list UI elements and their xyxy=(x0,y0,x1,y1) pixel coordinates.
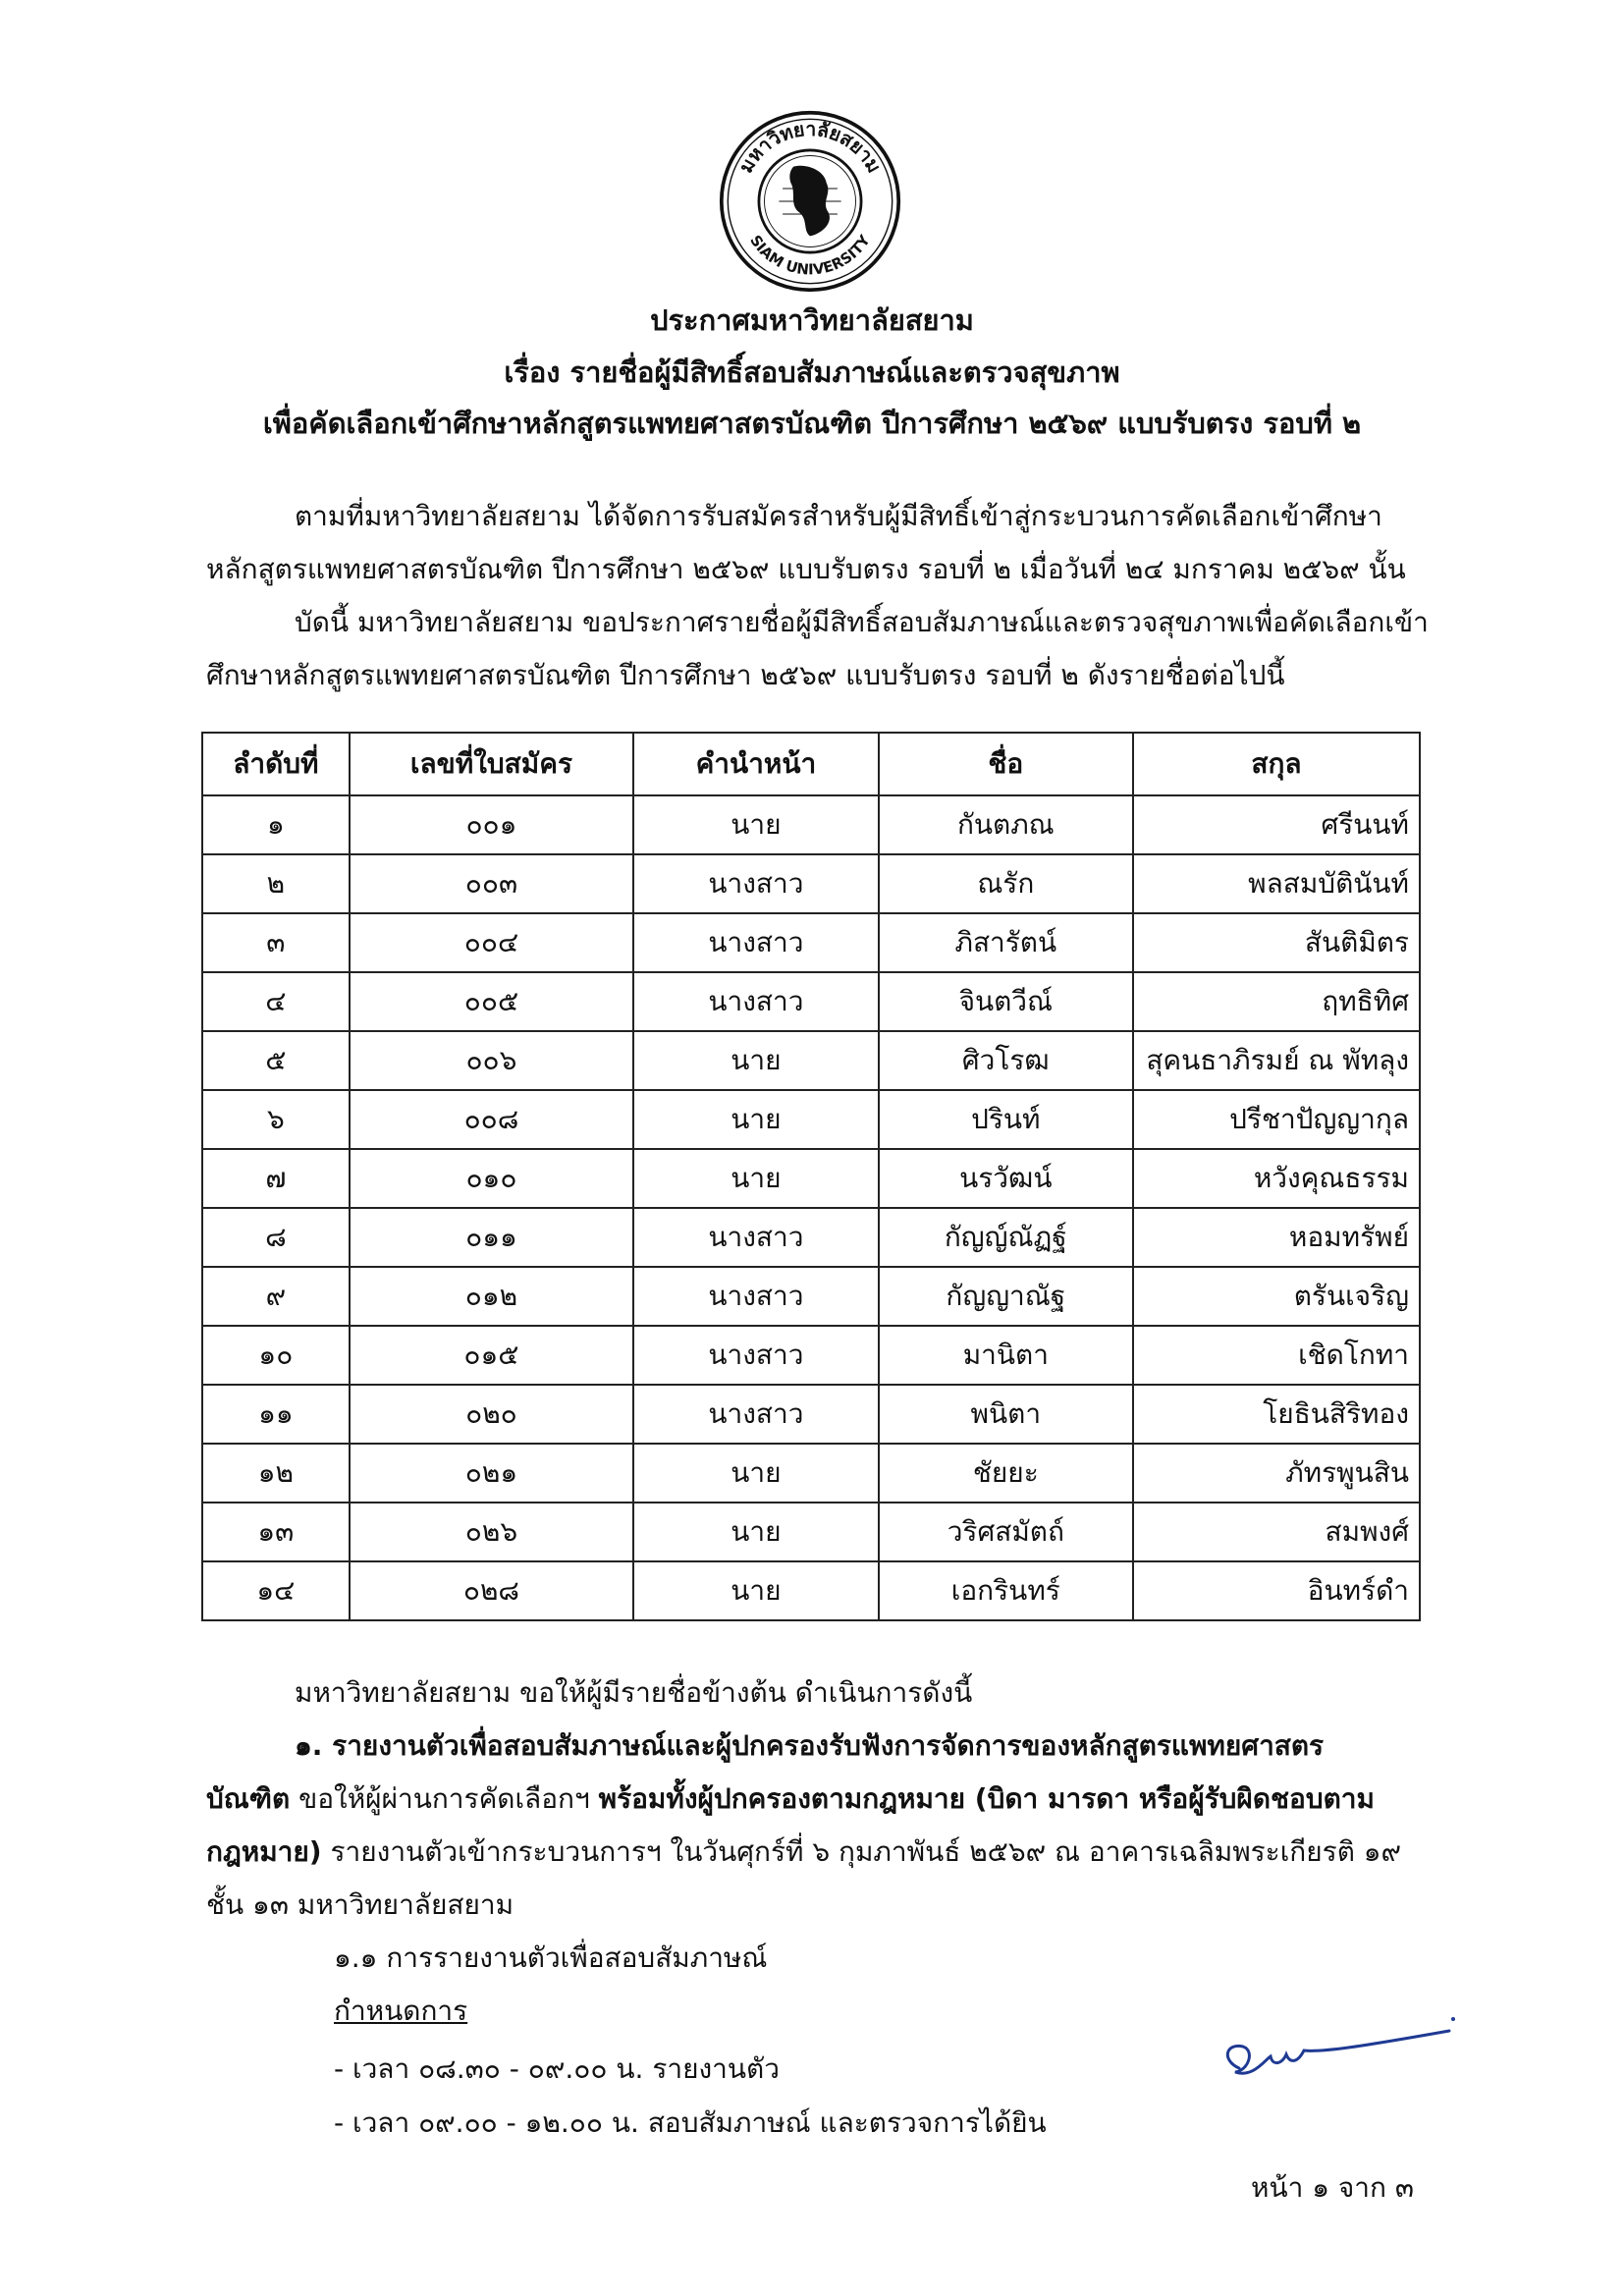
cell-order: ๑๔ xyxy=(202,1561,350,1620)
schedule-item-1: - เวลา ๐๘.๓๐ - ๐๙.๐๐ น. รายงานตัว xyxy=(334,2052,780,2085)
cell-title: นางสาว xyxy=(633,854,878,913)
table-row xyxy=(202,795,1420,854)
intro-paragraph-1-line-1: ตามที่มหาวิทยาลัยสยาม ได้จัดการรับสมัครสำหรับผู้มีสิทธิ์เข้าสู่กระบวนการคัดเลือกเข้าศึกษา xyxy=(295,500,1382,532)
cell-first-name: พนิตา xyxy=(879,1385,1133,1444)
cell-title: นาย xyxy=(633,1149,878,1208)
cell-surname: อินทร์ดำ xyxy=(1133,1561,1420,1620)
cell-first-name: กัญญ์ณัฏฐ์ xyxy=(879,1208,1133,1267)
cell-application-no: ๐๑๐ xyxy=(350,1149,633,1208)
cell-surname: ฤทธิทิศ xyxy=(1133,972,1420,1031)
cell-order: ๖ xyxy=(202,1090,350,1149)
table-row xyxy=(202,1208,1420,1267)
cell-application-no: ๐๐๘ xyxy=(350,1090,633,1149)
column-header-first-name: ชื่อ xyxy=(879,733,1133,795)
cell-first-name: เอกรินทร์ xyxy=(879,1561,1133,1620)
table-row xyxy=(202,1503,1420,1561)
instruction-item-1-line-3 xyxy=(206,1835,1402,1868)
cell-surname: สมพงศ์ xyxy=(1133,1503,1420,1561)
cell-first-name: จินตวีณ์ xyxy=(879,972,1133,1031)
column-header-title: คำนำหน้า xyxy=(633,733,878,795)
cell-first-name: ศิวโรฒ xyxy=(879,1031,1133,1090)
cell-order: ๑ xyxy=(202,795,350,854)
instruction-item-1-text: ขอให้ผู้ผ่านการคัดเลือกฯ xyxy=(290,1782,599,1815)
cell-first-name: กันตภณ xyxy=(879,795,1133,854)
cell-title: นาย xyxy=(633,1561,878,1620)
table-row xyxy=(202,1149,1420,1208)
cell-application-no: ๐๒๘ xyxy=(350,1561,633,1620)
cell-title: นาย xyxy=(633,1503,878,1561)
instruction-item-1-date-venue: รายงานตัวเข้ากระบวนการฯ ในวันศุกร์ที่ ๖ กุมภาพันธ์ ๒๕๖๙ ณ อาคารเฉลิมพระเกียรติ ๑๙ xyxy=(321,1835,1402,1868)
instruction-item-1-line-1 xyxy=(295,1729,1325,1762)
cell-surname: พลสมบัตินันท์ xyxy=(1133,854,1420,913)
handwritten-signature xyxy=(1214,2001,1459,2100)
table-header-row xyxy=(202,733,1420,795)
cell-surname: โยธินสิริทอง xyxy=(1133,1385,1420,1444)
table-row xyxy=(202,1326,1420,1385)
table-row xyxy=(202,1031,1420,1090)
instruction-item-1-floor: ชั้น ๑๓ มหาวิทยาลัยสยาม xyxy=(206,1888,514,1921)
cell-application-no: ๐๐๓ xyxy=(350,854,633,913)
cell-title: นาย xyxy=(633,795,878,854)
logo-text-bottom: SIAM UNIVERSITY xyxy=(746,232,874,279)
cell-title: นางสาว xyxy=(633,972,878,1031)
instructions-lead: มหาวิทยาลัยสยาม ขอให้ผู้มีรายชื่อข้างต้น ดำเนินการดังนี้ xyxy=(295,1676,973,1709)
table-body xyxy=(202,795,1420,1620)
table-row xyxy=(202,972,1420,1031)
page-number: หน้า ๑ จาก ๓ xyxy=(1251,2171,1415,2204)
cell-first-name: ชัยยะ xyxy=(879,1444,1133,1503)
cell-first-name: กัญญาณัฐ xyxy=(879,1267,1133,1326)
cell-title: นาย xyxy=(633,1031,878,1090)
cell-application-no: ๐๑๒ xyxy=(350,1267,633,1326)
svg-text:SIAM UNIVERSITY xyxy=(746,232,874,279)
cell-surname: สุคนธาภิรมย์ ณ พัทลุง xyxy=(1133,1031,1420,1090)
cell-order: ๕ xyxy=(202,1031,350,1090)
applicant-table xyxy=(201,732,1421,1621)
announcement-subject: เรื่อง รายชื่อผู้มีสิทธิ์สอบสัมภาษณ์และตรวจสุขภาพ xyxy=(504,355,1120,389)
cell-application-no: ๐๐๖ xyxy=(350,1031,633,1090)
cell-first-name: วริศสมัตถ์ xyxy=(879,1503,1133,1561)
cell-application-no: ๐๑๕ xyxy=(350,1326,633,1385)
table-row xyxy=(202,1385,1420,1444)
cell-title: นางสาว xyxy=(633,1267,878,1326)
cell-surname: หอมทรัพย์ xyxy=(1133,1208,1420,1267)
siam-university-logo xyxy=(719,110,901,293)
cell-title: นางสาว xyxy=(633,1326,878,1385)
cell-surname: หวังคุณธรรม xyxy=(1133,1149,1420,1208)
cell-first-name: มานิตา xyxy=(879,1326,1133,1385)
instruction-item-1-guardian-note-end: กฎหมาย) xyxy=(206,1835,322,1868)
instruction-item-1-line-2 xyxy=(206,1782,1375,1815)
cell-application-no: ๐๒๐ xyxy=(350,1385,633,1444)
announcement-title: ประกาศมหาวิทยาลัยสยาม xyxy=(650,303,974,337)
cell-application-no: ๐๐๔ xyxy=(350,913,633,972)
cell-application-no: ๐๒๖ xyxy=(350,1503,633,1561)
cell-title: นางสาว xyxy=(633,1208,878,1267)
instruction-item-1-heading-end: บัณฑิต xyxy=(206,1782,291,1815)
cell-surname: ภัทรพูนสิน xyxy=(1133,1444,1420,1503)
cell-title: นาย xyxy=(633,1090,878,1149)
table-row xyxy=(202,1444,1420,1503)
column-header-surname: สกุล xyxy=(1133,733,1420,795)
cell-surname: เชิดโกทา xyxy=(1133,1326,1420,1385)
sub-item-1-1: ๑.๑ การรายงานตัวเพื่อสอบสัมภาษณ์ xyxy=(334,1941,768,1974)
cell-order: ๙ xyxy=(202,1267,350,1326)
schedule-heading: กำหนดการ xyxy=(334,1995,468,2027)
cell-order: ๔ xyxy=(202,972,350,1031)
cell-order: ๑๓ xyxy=(202,1503,350,1561)
column-header-order: ลำดับที่ xyxy=(202,733,350,795)
cell-application-no: ๐๐๑ xyxy=(350,795,633,854)
cell-first-name: ปรินท์ xyxy=(879,1090,1133,1149)
instruction-item-1-heading: ๑. รายงานตัวเพื่อสอบสัมภาษณ์และผู้ปกครองรับฟังการจัดการของหลักสูตรแพทยศาสตร xyxy=(295,1729,1325,1762)
cell-application-no: ๐๐๕ xyxy=(350,972,633,1031)
intro-paragraph-2-line-2: ศึกษาหลักสูตรแพทยศาสตรบัณฑิต ปีการศึกษา ๒๕๖๙ แบบรับตรง รอบที่ ๒ ดังรายชื่อต่อไปนี้ xyxy=(206,659,1285,691)
table-row xyxy=(202,1561,1420,1620)
cell-first-name: ภิสารัตน์ xyxy=(879,913,1133,972)
cell-title: นางสาว xyxy=(633,1385,878,1444)
table-row xyxy=(202,913,1420,972)
cell-application-no: ๐๒๑ xyxy=(350,1444,633,1503)
cell-order: ๑๒ xyxy=(202,1444,350,1503)
cell-title: นางสาว xyxy=(633,913,878,972)
cell-order: ๒ xyxy=(202,854,350,913)
schedule-item-2: - เวลา ๐๙.๐๐ - ๑๒.๐๐ น. สอบสัมภาษณ์ และตรวจการได้ยิน xyxy=(334,2106,1047,2139)
intro-paragraph-2-line-1: บัดนี้ มหาวิทยาลัยสยาม ขอประกาศรายชื่อผู้มีสิทธิ์สอบสัมภาษณ์และตรวจสุขภาพเพื่อคัดเลือกเข้า xyxy=(295,606,1429,638)
cell-first-name: นรวัฒน์ xyxy=(879,1149,1133,1208)
cell-order: ๓ xyxy=(202,913,350,972)
cell-surname: ตรันเจริญ xyxy=(1133,1267,1420,1326)
column-header-application-no: เลขที่ใบสมัคร xyxy=(350,733,633,795)
table-row xyxy=(202,854,1420,913)
logo-text-top: มหาวิทยาลัยสยาม xyxy=(733,117,887,177)
announcement-purpose: เพื่อคัดเลือกเข้าศึกษาหลักสูตรแพทยศาสตรบัณฑิต ปีการศึกษา ๒๕๖๙ แบบรับตรง รอบที่ ๒ xyxy=(262,407,1362,440)
cell-title: นาย xyxy=(633,1444,878,1503)
cell-surname: ศรีนนท์ xyxy=(1133,795,1420,854)
instruction-item-1-guardian-note: พร้อมทั้งผู้ปกครองตามกฎหมาย (บิดา มารดา หรือผู้รับผิดชอบตาม xyxy=(598,1782,1375,1815)
table-row xyxy=(202,1267,1420,1326)
cell-application-no: ๐๑๑ xyxy=(350,1208,633,1267)
cell-order: ๑๑ xyxy=(202,1385,350,1444)
cell-order: ๘ xyxy=(202,1208,350,1267)
table-row xyxy=(202,1090,1420,1149)
cell-surname: สันติมิตร xyxy=(1133,913,1420,972)
cell-order: ๑๐ xyxy=(202,1326,350,1385)
cell-order: ๗ xyxy=(202,1149,350,1208)
cell-surname: ปรีชาปัญญากุล xyxy=(1133,1090,1420,1149)
cell-first-name: ณรัก xyxy=(879,854,1133,913)
intro-paragraph-1-line-2: หลักสูตรแพทยศาสตรบัณฑิต ปีการศึกษา ๒๕๖๙ แบบรับตรง รอบที่ ๒ เมื่อวันที่ ๒๔ มกราคม ๒๕๖๙ นั้น xyxy=(206,553,1406,585)
